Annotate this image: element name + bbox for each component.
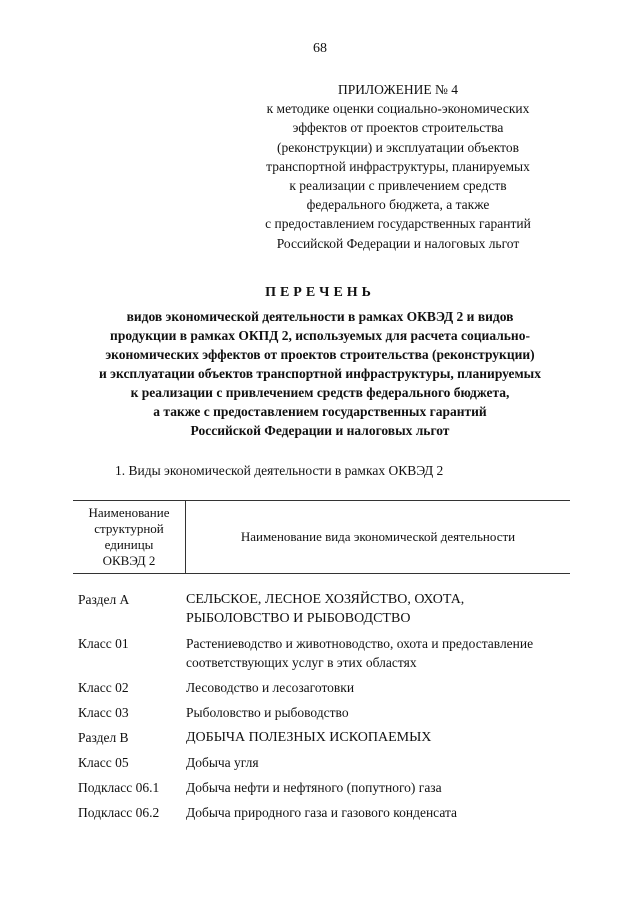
appendix-title: ПРИЛОЖЕНИЕ № 4 — [337, 82, 459, 97]
row-description-line: Добыча угля — [186, 755, 259, 770]
appendix-line: к методике оценки социально-экономических — [266, 101, 530, 117]
header-activity-name: Наименование вида экономической деятельности — [240, 529, 516, 544]
row-description-line: Добыча нефти и нефтяного (попутного) газа — [186, 780, 442, 795]
list-subtitle-line: и эксплуатации объектов транспортной инфраструктуры, планируемых — [99, 366, 541, 381]
table-row — [78, 778, 570, 797]
list-subtitle-line: Российской Федерации и налоговых льгот — [190, 423, 450, 438]
row-description-line: Растениеводство и животноводство, охота и предоставление — [186, 636, 534, 651]
row-code: Класс 02 — [78, 680, 129, 695]
table-row — [78, 728, 570, 747]
table-row — [78, 590, 570, 628]
table-row — [78, 803, 570, 822]
header-structural-unit — [73, 501, 186, 573]
row-description-line: Добыча природного газа и газового конденсата — [186, 805, 458, 820]
appendix-line: эффектов от проектов строительства — [292, 120, 504, 136]
list-subtitle-line: экономических эффектов от проектов строительства (реконструкции) — [105, 347, 535, 362]
row-code: Класс 03 — [78, 705, 129, 720]
list-subtitle-line: продукции в рамках ОКПД 2, используемых для расчета социально- — [110, 328, 530, 343]
row-description — [186, 590, 570, 628]
appendix-block — [248, 80, 548, 253]
table-row — [78, 634, 570, 672]
header-unit-line: единицы — [104, 537, 154, 552]
row-code: Подкласс 06.1 — [78, 780, 160, 795]
row-code: Подкласс 06.2 — [78, 805, 160, 820]
row-code: Класс 01 — [78, 636, 129, 651]
table-header — [73, 500, 570, 574]
table-row — [78, 678, 570, 697]
table-body — [78, 590, 570, 828]
row-description — [186, 634, 570, 672]
header-unit-line: ОКВЭД 2 — [102, 553, 156, 568]
row-code: Раздел А — [78, 592, 130, 607]
row-description-line: СЕЛЬСКОЕ, ЛЕСНОЕ ХОЗЯЙСТВО, ОХОТА, — [186, 592, 465, 607]
row-code: Раздел В — [78, 730, 129, 745]
appendix-line: к реализации с привлечением средств — [289, 178, 507, 194]
row-description — [186, 753, 570, 772]
table-row — [78, 753, 570, 772]
row-description — [186, 728, 570, 747]
appendix-line: (реконструкции) и эксплуатации объектов — [277, 139, 519, 155]
appendix-line: Российской Федерации и налоговых льгот — [276, 235, 520, 251]
row-description-line: соответствующих услуг в этих областях — [186, 655, 417, 670]
row-description — [186, 703, 570, 722]
list-subtitle-line: видов экономической деятельности в рамках ОКВЭД 2 и видов — [126, 309, 514, 324]
list-subtitle — [78, 307, 562, 440]
appendix-line: с предоставлением государственных гарантий — [265, 216, 531, 232]
row-description-line: РЫБОЛОВСТВО И РЫБОВОДСТВО — [186, 611, 411, 626]
page-number: 68 — [313, 41, 327, 56]
row-description — [186, 803, 570, 822]
appendix-line: транспортной инфраструктуры, планируемых — [266, 158, 530, 174]
row-description-line: Рыболовство и рыбоводство — [186, 705, 349, 720]
list-subtitle-line: а также с предоставлением государственных гарантий — [153, 404, 487, 419]
appendix-line: федерального бюджета, а также — [306, 197, 490, 213]
table-row — [78, 703, 570, 722]
header-unit-line: структурной — [94, 521, 164, 536]
list-subtitle-line: к реализации с привлечением средств федерального бюджета, — [130, 385, 510, 400]
row-description-line: ДОБЫЧА ПОЛЕЗНЫХ ИСКОПАЕМЫХ — [186, 730, 432, 745]
section-heading: 1. Виды экономической деятельности в рамках ОКВЭД 2 — [115, 463, 444, 478]
row-code: Класс 05 — [78, 755, 129, 770]
row-description — [186, 778, 570, 797]
row-description-line: Лесоводство и лесозаготовки — [186, 680, 355, 695]
row-description — [186, 678, 570, 697]
list-title: ПЕРЕЧЕНЬ — [265, 285, 375, 300]
header-unit-line: Наименование — [88, 505, 170, 520]
